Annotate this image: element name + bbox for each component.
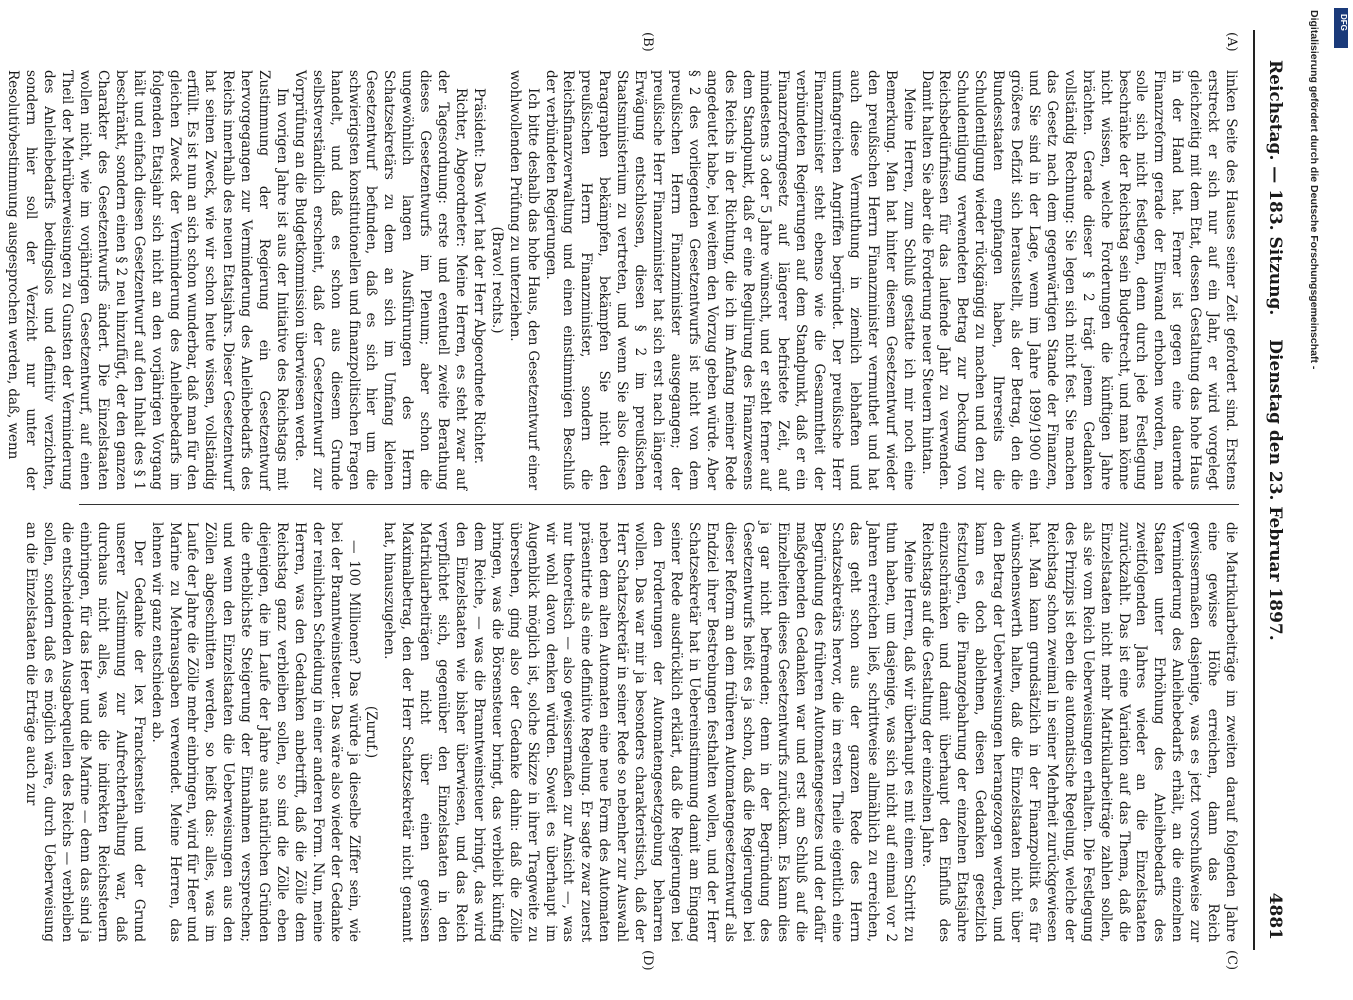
- paragraph: Meine Herren, zum Schluß gestatte ich mir noch eine Bemerkung. Man hat hinter diesem Gesetzentwurf wieder den preußischen Herrn Finanzminister vermuthet und hat auch diese Vermuthung in ziemlich lebhaften und umfangreichen Angriffen begründet. Der preußische Herr Finanzminister steht ebenso wie die Gesammtheit der verbündeten Regierungen auf dem Standpunkt, daß er ein Finanzreformgesetz auf längerer befristete Zeit, auf mindestens 3 oder 5 Jahre wünscht, und er steht ferner auf dem Standpunkt, daß er eine Regulirung des Finanzwesens des Reichs in der Richtung, die ich im Anfang meiner Rede angedeutet habe, bei weitem den Vorzug geben würde. Aber § 2 des vorliegenden Gesetzentwurfs ist nicht von dem preußischen Herrn Finanzminister ausgegangen; der preußische Herr Finanzminister hat sich erst nach längerer Erwägung entschlossen, diesen § 2 im preußischen Staatsministerium zu vertreten, und wenn Sie also diesen Paragraphen bekämpfen, bekämpfen Sie nicht den preußischen Herrn Finanzminister, sondern die Reichsfinanzverwaltung und einen einstimmigen Beschluß der verbündeten Regierungen.: [542, 70, 917, 490]
- paragraph: Meine Herren, daß wir überhaupt es mit einem Schritt zu thun haben, um dasjenige, was sich nicht auf einmal vor 2 Jahren erreichen ließ, schrittweise allmählich zu erreichen, das geht schon aus der ganzen Rede des Herrn Schatzsekretärs hervor, die im ersten Theile eigentlich eine Begründung des früheren Automatengesetzes und der dafür maßgebenden Gedanken war und erst am Schluß auf die Einzelheiten dieses Gesetzentwurfs zurückkam. Es kann dies ja gar nicht befremden; denn in der Begründung des Gesetzentwurfs heißt es ja schon, daß die Regierungen bei dieser Reform an dem früheren Automatengesetzentwurf als Endziel ihrer Bestrebungen festhalten wollen, und der Herr Schatzsekretär hat in Uebereinstimmung damit am Eingang seiner Rede ausdrücklich erklärt, daß die Regierungen bei den Forderungen der Automatengesetzgebung beharren wollen. Das war mir ja besonders charakteristisch, daß der Herr Schatzsekretär in seiner Rede so nebenher zur Auswahl neben dem alten Automaten eine neue Form des Automaten präsentirte als eine definitive Regelung. Er sagte zwar zuerst nur theoretisch — also gewissermaßen zur Ansicht —, was wir wohl davon denken würden. Soweit es überhaupt im Augenblick möglich ist, solche Skizze in ihrer Tragweite zu übersehen, ging also der Gedanke dahin: daß die Zölle bringen, was die Börsensteuer bringt, das verbleibt künftig dem Reiche, — was die Branntweinsteuer bringt, das wird den Einzelstaaten wie bisher überwiesen, und das Reich verpflichtet sich, gegenüber den Einzelstaaten in den Matrikularbeiträgen nicht über einen gewissen Maximalbetrag, den der Herr Schatzsekretär nicht genannt hat, hinauszugehen.: [381, 522, 917, 942]
- newspaper-page: [5, 10, 1295, 971]
- paragraph: Ich bitte deshalb das hohe Haus, den Gesetzentwurf einer wohlwollenden Prüfung zu unterziehen.: [506, 70, 541, 490]
- header-session: Reichstag. — 183. Sitzung.: [1265, 60, 1285, 316]
- paragraph-speaker: Richter, Abgeordneter: Meine Herren, es steht zwar auf der Tagesordnung: erste und eventuell zweite Berathung dieses Gesetzentwurfs im Plenum; aber schon die ungewöhnlich langen Ausführungen des Herrn Schatzsekretärs zu dem an sich im Umfang kleinen Gesetzentwurf befunden, daß es sich hier um die schwierigsten konstitutionellen und finanzpolitischen Fragen handelt, und daß es schon aus diesem Grunde selbstverständlich erscheint, daß der Gesetzentwurf zur Vorprüfung an die Budgetkommission überwiesen werde.: [291, 70, 470, 490]
- dfg-logo: DFG: [1334, 8, 1348, 48]
- paragraph-president: Präsident: Das Wort hat der Herr Abgeordnete Richter.: [470, 88, 487, 464]
- paragraph: — 100 Millionen? Das würde ja dieselbe Ziffer sein, wie bei der Branntweinsteuer. Das wäre also wieder der Gedanke der reinlichen Scheidung in einer anderen Form. Nun, meine Herren, was den Gedanken anbetrifft, daß die Zölle dem Reichstag ganz verbleiben sollen, so sind die Zölle eben diejenigen, die im Laufe der Jahre aus natürlichen Gründen die erheblichste Steigerung der Einnahmen versprechen; und wenn den Einzelstaaten die Ueberweisungen aus den Zöllen abgeschnitten werden, so heißt das: alles, was im Laufe der Jahre die Zölle mehr einbringen, wird für Heer und Marine zu Mehrausgaben verwendet. Meine Herren, das lehnen wir ganz entschieden ab.: [148, 522, 362, 942]
- column-divider: [79, 504, 1239, 505]
- interjection: (Zuruf.): [363, 705, 380, 759]
- text-column-right: [23, 522, 1239, 942]
- margin-marker-b: (B): [640, 32, 655, 52]
- text-column-left: [5, 70, 1239, 490]
- header-date: Dienstag den 23. Februar 1897.: [1265, 339, 1285, 641]
- margin-marker-a: (A): [1224, 32, 1239, 52]
- paragraph: Der Gedanke der lex Franckenstein und der Grund unserer Zustimmung zur Aufrechterhaltung war, daß durchaus nicht alles, was die indirekten Reichssteuern einbringen, für das Heer und die Marine — denn das sind ja die entscheidenden Ausgabequellen des Reichs — verbleiben sollen, sondern daß es möglich wäre, durch Ueberweisung an die Einzelstaaten die Erträge auch zur: [23, 522, 147, 942]
- paragraph: Im vorigen Jahre ist aus der Initiative des Reichstags mit Zustimmung der Regierung ein Gesetzentwurf hervorgegangen zur Verminderung des Anleihebedarfs des Reichs innerhalb des neuen Etatsjahrs. Dieser Gesetzentwurf hat seinen Zweck, wie wir schon heute wissen, vollständig erfüllt. Es ist nun an sich schon wunderbar, daß man für den gleichen Zweck der Verminderung des Anleihebedarfs im folgenden Etatsjahr sich nicht an den vorjährigen Vorgang hält und einfach diesen Gesetzentwurf auf den Inhalt des § 1 beschränkt, sondern einen § 2 neu hinzufügt, der den ganzen Charakter des Gesetzentwurfs ändert. Die Einzelstaaten wollen nicht, wie im vorjährigen Gesetzentwurf, auf einen Theil der Mehrüberweisungen zu Gunsten der Verminderung des Anleihebedarfs bedingslos und definitiv verzichten, sondern hier soll der Verzicht nur unter der Resolutivbestimmung ausgesprochen werden, daß, wenn: [5, 70, 290, 490]
- digitization-credit: Digitalisierung gefördert durch die Deutsche Forschungsgemeinschaft -: [1308, 10, 1320, 370]
- margin-marker-d: (D): [640, 950, 655, 971]
- header-page-number: 4881: [1265, 892, 1285, 940]
- margin-marker-c: (C): [1224, 950, 1239, 971]
- paragraph: linken Seite des Hauses seiner Zeit gefordert sind. Erstens erstreckt er sich nur auf ein Jahr, er wird vorgelegt gleichzeitig mit dem Etat, dessen Gestaltung das hohe Haus in der Hand hat. Ferner ist gegen eine dauernde Finanzreform gerade der Einwand erhoben worden, man solle sich nicht festlegen, denn durch jede Festlegung beschränke der Reichstag sein Budgetrecht, und man könne nicht wissen, welche Forderungen die künftigen Jahre brächten. Gerade dieser § 2 trägt jenem Gedanken vollständig Rechnung: Sie legen sich nicht fest. Sie machen das Gesetz nach dem gegenwärtigen Stande der Finanzen, und Sie sind in der Lage, wenn im Jahre 1899/1900 ein größeres Defizit sich herausstellt, als der Betrag, den die Bundesstaaten empfangen haben, Ihrerseits die Schuldentilgung wieder rückgängig zu machen und den zur Schuldentilgung verwendeten Betrag zur Deckung von Reichsbedürfnissen für das laufende Jahr zu verwenden. Damit halten Sie aber die Forderung neuer Steuern hintan.: [918, 70, 1239, 490]
- page-header: [1253, 30, 1295, 950]
- interjection: (Bravo! rechts.): [488, 226, 505, 334]
- paragraph: die Matrikularbeiträge im zweiten darauf folgenden Jahre eine gewisse Höhe erreichen, dann das Reich gewissermaßen dasjenige, was es jetzt vorschußweise zur Verminderung des Anleihebedarfs erhält, an die einzelnen Staaten unter Erhöhung des Anleihebedarfs des zweitfolgenden Jahres wieder an die Einzelstaaten zurückzahlt. Das ist eine Variation auf das Thema, daß die Einzelstaaten nicht mehr Matrikularbeiträge zahlen sollen, als sie vom Reich Ueberweisungen erhalten. Die Festlegung des Prinzips ist eben die automatische Regelung, welche der Reichstag schon zweimal in seiner Mehrheit zurückgewiesen hat. Man kann grundsätzlich in der Finanzpolitik es für wünschenswerth halten, daß die Einzelstaaten nicht über den Betrag der Ueberweisungen herangezogen werden, und kann es doch ablehnen, diesen Gedanken gesetzlich festzulegen, die Finanzgebahrung der einzelnen Etatsjahre einzuschränken und damit überhaupt den Einfluß des Reichstags auf die Gestaltung der einzelnen Jahre.: [918, 522, 1239, 942]
